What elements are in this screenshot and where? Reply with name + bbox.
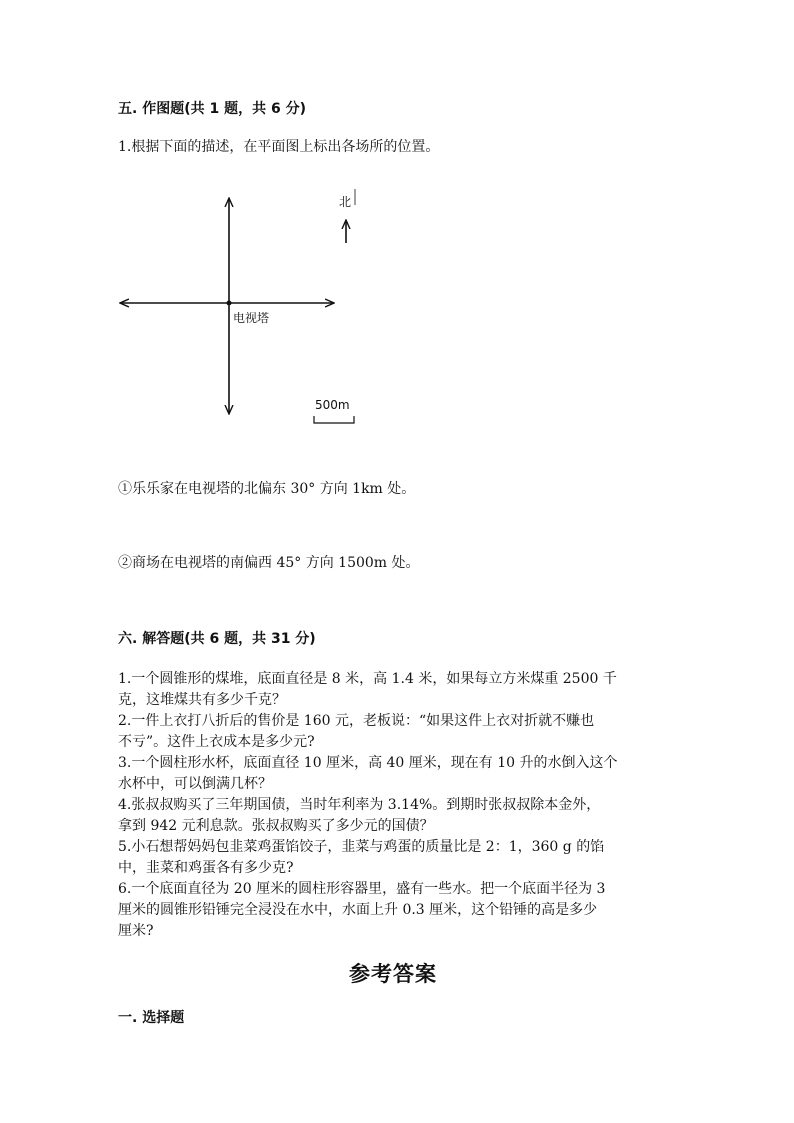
compass-diagram [115,185,375,425]
tower-point [227,301,232,306]
sub-question-2: ②商场在电视塔的南偏西 45° 方向 1500m 处。 [118,555,420,571]
problem-line: 1.一个圆锥形的煤堆，底面直径是 8 米，高 1.4 米，如果每立方米煤重 2500 千 [118,671,617,687]
scale-label: 500m [315,398,350,412]
sub-question-1: ①乐乐家在电视塔的北偏东 30° 方向 1km 处。 [118,481,416,497]
problem-line: 水杯中，可以倒满几杯？ [118,776,272,792]
north-label: 北 [339,195,352,209]
section6-title: 六. 解答题(共 6 题，共 31 分) [118,631,316,647]
problem-line: 不亏”。这件上衣成本是多少元? [118,734,315,750]
problem-line: 厘米? [118,923,154,939]
scale-bar [314,416,354,423]
problem-line: 2.一件上衣打八折后的售价是 160 元，老板说：“如果这件上衣对折就不赚也 [118,713,595,729]
problem-line: 6.一个底面直径为 20 厘米的圆柱形容器里，盛有一些水。把一个底面半径为 3 [118,881,606,897]
problem-line: 拿到 942 元利息款。张叔叔购买了多少元的国债？ [118,818,434,834]
section5-title: 五. 作图题(共 1 题，共 6 分) [118,101,306,117]
answers-section1-title: 一. 选择题 [118,1010,185,1026]
answers-title: 参考答案 [349,961,437,986]
tower-label: 电视塔 [233,311,270,325]
problem-line: 克，这堆煤共有多少千克？ [118,692,286,708]
problem-line: 中，韭菜和鸡蛋各有多少克? [118,860,294,876]
problem-line: 厘米的圆锥形铅锤完全浸没在水中，水面上升 0.3 厘米，这个铅锤的高是多少 [118,902,598,918]
problem-line: 3.一个圆柱形水杯，底面直径 10 厘米，高 40 厘米，现在有 10 升的水倒入这个 [118,755,618,771]
question-5-1: 1.根据下面的描述，在平面图上标出各场所的位置。 [118,139,440,155]
problem-line: 4.张叔叔购买了三年期国债，当时年利率为 3.14%。到期时张叔叔除本金外， [118,797,601,813]
problem-line: 5.小石想帮妈妈包韭菜鸡蛋馅饺子，韭菜与鸡蛋的质量比是 2：1，360 g 的馅 [118,839,605,855]
